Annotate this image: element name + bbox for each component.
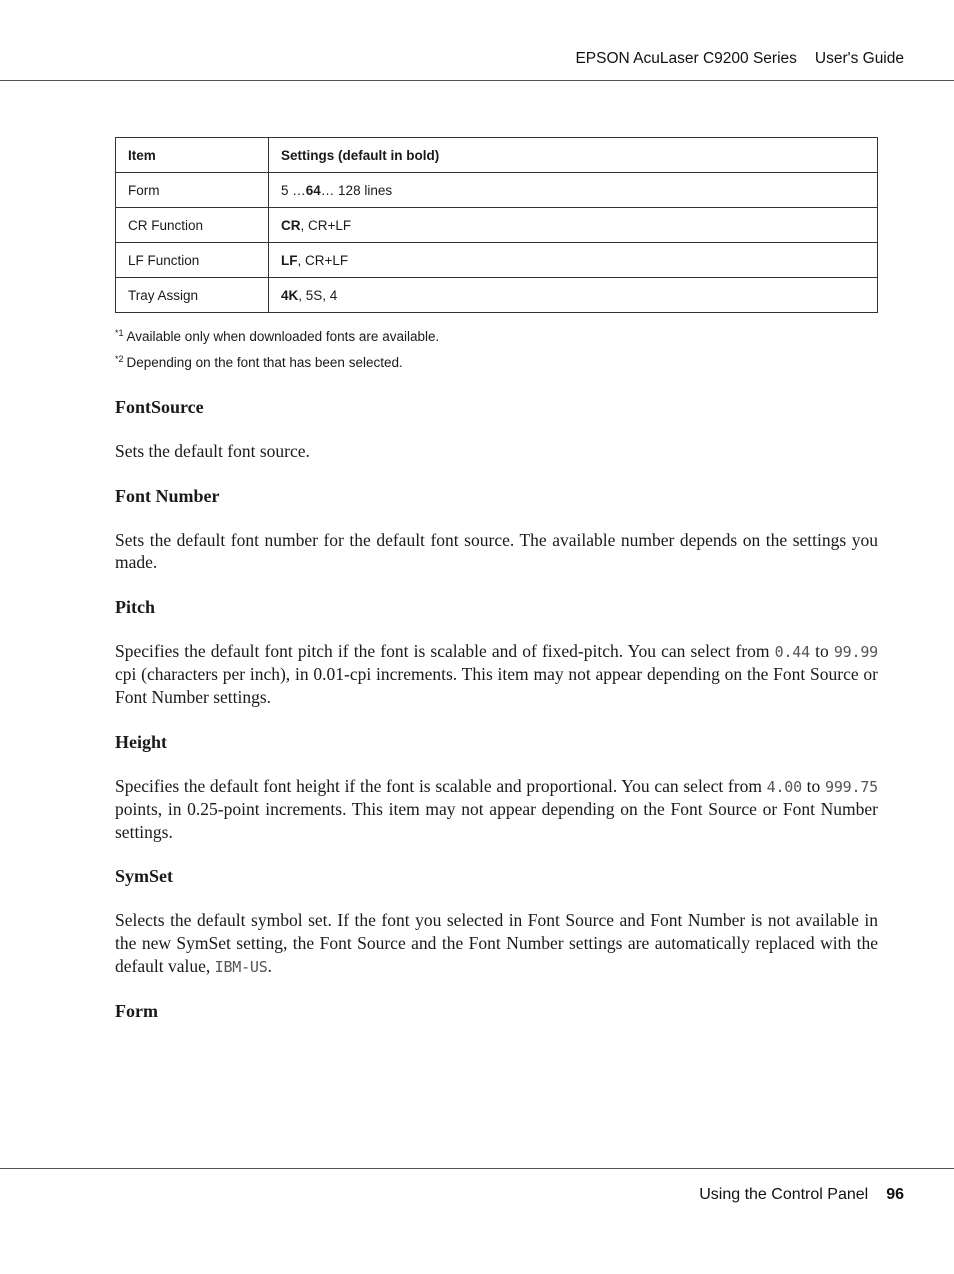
heading-pitch: Pitch bbox=[115, 596, 155, 617]
table-cell-item: CR Function bbox=[116, 208, 269, 243]
paragraph-pitch bbox=[115, 640, 878, 709]
text-run: to bbox=[809, 640, 834, 661]
header-guide: User's Guide bbox=[814, 50, 904, 67]
footer-rule bbox=[0, 1168, 954, 1169]
text-run: cpi (characters per inch), in 0.01-cpi increments. This item may not appear depending on the Font Source or Font Number settings. bbox=[115, 664, 878, 707]
table-cell-item: LF Function bbox=[116, 243, 269, 278]
text-run: Specifies the default font pitch if the font is scalable and of fixed-pitch. You can select from bbox=[115, 640, 775, 661]
setting-pre: 5 … bbox=[281, 182, 306, 198]
settings-table bbox=[115, 137, 878, 313]
table-header-item: Item bbox=[116, 138, 269, 173]
footnote bbox=[115, 354, 439, 380]
value-min: 4.00 bbox=[766, 777, 802, 796]
table-row bbox=[116, 208, 878, 243]
heading-form: Form bbox=[115, 1001, 158, 1022]
setting-default: CR bbox=[281, 217, 301, 233]
value-default: IBM-US bbox=[214, 957, 268, 976]
page-footer bbox=[699, 1186, 904, 1204]
body-content bbox=[115, 396, 878, 1024]
page-header bbox=[575, 50, 904, 68]
table-header-settings: Settings (default in bold) bbox=[269, 138, 878, 173]
paragraph-height bbox=[115, 775, 878, 844]
table-cell-settings bbox=[269, 208, 878, 243]
table-cell-item: Tray Assign bbox=[116, 278, 269, 313]
footnotes bbox=[115, 328, 439, 380]
table-cell-settings bbox=[269, 243, 878, 278]
paragraph-symset bbox=[115, 909, 878, 978]
footnote-text: Depending on the font that has been selected. bbox=[126, 355, 403, 370]
header-rule bbox=[0, 80, 954, 81]
table-row bbox=[116, 243, 878, 278]
setting-default: 4K bbox=[281, 287, 299, 303]
footnote-mark: *2 bbox=[115, 354, 124, 364]
text-run: Selects the default symbol set. If the font you selected in Font Source and Font Number is not available in the new SymSet setting, the Font Source and the Font Number settings are automatically replaced with the default value, bbox=[115, 910, 878, 976]
table-cell-settings bbox=[269, 278, 878, 313]
text-run: points, in 0.25-point increments. This item may not appear depending on the Font Source or Font Number settings. bbox=[115, 799, 878, 842]
paragraph-fontsource: Sets the default font source. bbox=[115, 441, 310, 461]
setting-post: , CR+LF bbox=[300, 217, 352, 233]
text-run: Specifies the default font height if the font is scalable and proportional. You can select from bbox=[115, 775, 767, 796]
setting-post: … 128 lines bbox=[320, 182, 393, 198]
text-run: to bbox=[801, 775, 825, 796]
value-min: 0.44 bbox=[774, 642, 810, 661]
setting-post: , CR+LF bbox=[297, 252, 349, 268]
table-row bbox=[116, 173, 878, 208]
heading-fontsource: FontSource bbox=[115, 397, 204, 417]
heading-height: Height bbox=[115, 731, 167, 752]
table-header-row bbox=[116, 138, 878, 173]
footnote bbox=[115, 328, 439, 354]
header-product: EPSON AcuLaser C9200 Series bbox=[575, 50, 797, 67]
text-run: . bbox=[267, 955, 272, 976]
heading-symset: SymSet bbox=[115, 866, 173, 887]
page-number: 96 bbox=[886, 1186, 904, 1203]
setting-default: 64 bbox=[305, 182, 321, 198]
setting-default: LF bbox=[281, 252, 298, 268]
table-row bbox=[116, 278, 878, 313]
paragraph-font-number: Sets the default font number for the default font source. The available number depends on the settings you made. bbox=[115, 529, 878, 573]
table-cell-settings bbox=[269, 173, 878, 208]
footnote-mark: *1 bbox=[115, 328, 124, 338]
table-cell-item: Form bbox=[116, 173, 269, 208]
heading-font-number: Font Number bbox=[115, 485, 220, 506]
value-max: 999.75 bbox=[825, 777, 878, 796]
footnote-text: Available only when downloaded fonts are available. bbox=[126, 329, 440, 344]
value-max: 99.99 bbox=[833, 642, 878, 661]
setting-post: , 5S, 4 bbox=[298, 287, 338, 303]
footer-section: Using the Control Panel bbox=[699, 1186, 869, 1203]
